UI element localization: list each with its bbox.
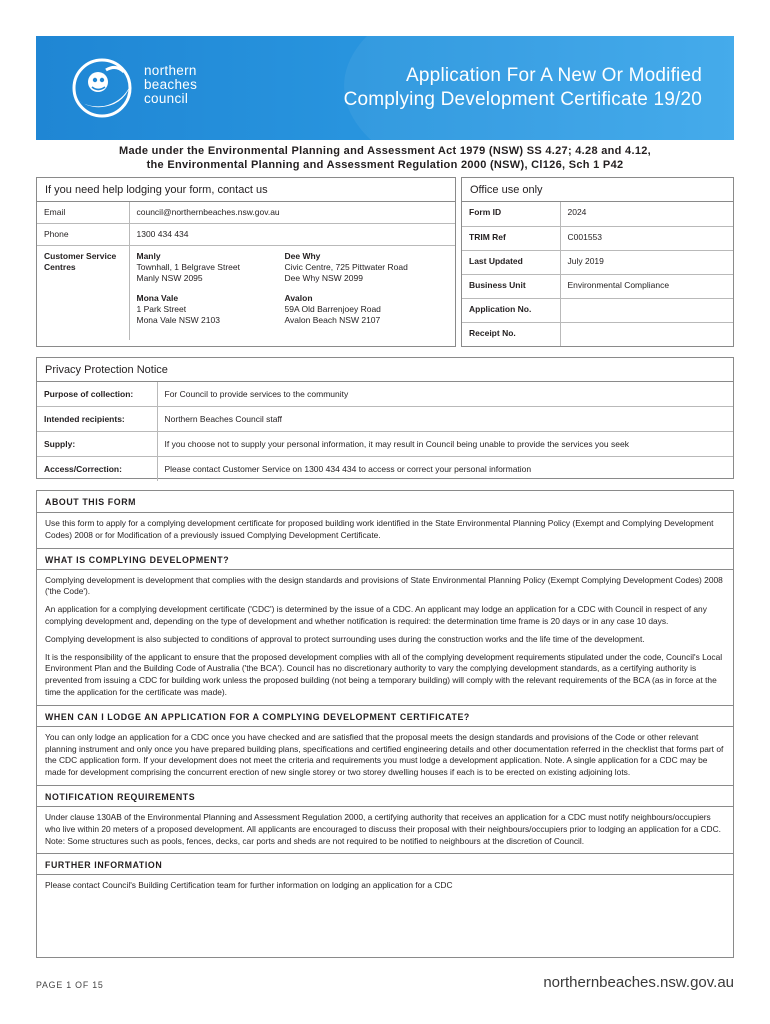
office-table bbox=[462, 202, 733, 346]
help-heading: If you need help lodging your form, contact us bbox=[37, 178, 455, 202]
header-banner bbox=[36, 36, 734, 140]
recipients-value: Northern Beaches Council staff bbox=[157, 407, 733, 432]
recipients-label: Intended recipients: bbox=[37, 407, 157, 432]
table-row bbox=[37, 246, 455, 340]
further-body bbox=[37, 875, 733, 898]
page-number: PAGE 1 OF 15 bbox=[36, 980, 104, 990]
paragraph: Under clause 130AB of the Environmental Planning and Assessment Regulation 2000, a certifying authority that receives an application for a CDC must notify neighbours/occupiers who live within 20 meters of a proposed development. All applicants are encouraged to discuss their proposal with their neighbours/occupiers prior to lodging an application for a CDC. bbox=[45, 811, 721, 834]
office-heading: Office use only bbox=[462, 178, 733, 202]
service-centres-label: Customer Service Centres bbox=[37, 246, 129, 340]
paragraph: An application for a complying development certificate ('CDC') is determined by the issue of a CDC. An applicant may lodge an application for a CDC with Council in respect of any complying development and, depending on the type of development and whether notification is required: the determination time frame is 20 days or in any case 10 days. bbox=[45, 604, 707, 626]
centre-name: Avalon bbox=[284, 293, 313, 303]
office-use-box bbox=[461, 177, 734, 347]
when-heading: WHEN CAN I LODGE AN APPLICATION FOR A COMPLYING DEVELOPMENT CERTIFICATE? bbox=[37, 705, 733, 727]
centre-address: 59A Old Barrenjoey Road bbox=[284, 304, 381, 314]
centre-suburb: Mona Vale NSW 2103 bbox=[136, 315, 220, 325]
access-value: Please contact Customer Service on 1300 434 434 to access or correct your personal information bbox=[157, 457, 733, 482]
centre-manly bbox=[137, 251, 277, 284]
centre-dee-why bbox=[285, 251, 425, 284]
trim-ref-label: TRIM Ref bbox=[462, 226, 560, 250]
notification-body bbox=[37, 807, 733, 853]
form-title-line2: Complying Development Certificate 19/20 bbox=[343, 89, 702, 110]
paragraph: Use this form to apply for a complying development certificate for proposed building work identified in the State Environmental Planning Policy (Exempt and Complying Development Codes) 2008 or for Modification of a previously issued Complying Development Certificate. bbox=[45, 518, 714, 540]
table-row bbox=[462, 298, 733, 322]
supply-label: Supply: bbox=[37, 432, 157, 457]
privacy-table bbox=[37, 382, 733, 481]
centre-address: Civic Centre, 725 Pittwater Road bbox=[284, 262, 408, 272]
about-body bbox=[37, 513, 733, 548]
table-row bbox=[37, 202, 455, 224]
table-row bbox=[462, 274, 733, 298]
table-row bbox=[462, 202, 733, 226]
form-title-line1: Application For A New Or Modified bbox=[406, 65, 702, 86]
supply-value: If you choose not to supply your personal information, it may result in Council being unable to provide the services you seek bbox=[157, 432, 733, 457]
table-row bbox=[37, 457, 733, 482]
purpose-value: For Council to provide services to the community bbox=[164, 389, 349, 399]
service-centres bbox=[129, 246, 455, 340]
further-heading: FURTHER INFORMATION bbox=[37, 853, 733, 875]
paragraph: Complying development is development that complies with the design standards and provisions of State Environmental Planning Policy (Exempt Complying Development Codes) 2008 ('the Code'). bbox=[45, 574, 723, 597]
centre-name: Dee Why bbox=[284, 251, 321, 261]
form-id-value: 2024 bbox=[567, 207, 587, 217]
centre-address: 1 Park Street bbox=[136, 304, 187, 314]
privacy-heading: Privacy Protection Notice bbox=[37, 358, 733, 382]
paragraph: You can only lodge an application for a CDC once you have checked and are satisfied that the proposal meets the design standards and provisions of the Code or other relevant planning instrument and only once you have prepared building plans, specifications and certified engineering details and other documentation referred in the checklist that forms part of the CDC application form. If your development does not meet the criteria and requirements you must lodge a development application. Note. A single application for a CDC may be made for development comprising the concurrent erection of new single storey or two storey dwelling houses if each is to be erected on existing adjoining lots. bbox=[45, 731, 724, 778]
application-no-field[interactable] bbox=[560, 298, 733, 322]
notification-heading: NOTIFICATION REQUIREMENTS bbox=[37, 785, 733, 807]
table-row bbox=[37, 407, 733, 432]
email-value[interactable]: council@northernbeaches.nsw.gov.au bbox=[136, 207, 280, 217]
centre-name: Mona Vale bbox=[136, 293, 179, 303]
last-updated-label: Last Updated bbox=[462, 250, 560, 274]
logo-line: council bbox=[144, 91, 189, 106]
phone-label: Phone bbox=[37, 224, 129, 246]
receipt-no-label: Receipt No. bbox=[462, 322, 560, 346]
paragraph: Complying development is also subjected to conditions of approval to protect surrounding uses during the construction works and the life time of the development. bbox=[45, 633, 645, 644]
help-table bbox=[37, 202, 455, 340]
when-body bbox=[37, 727, 733, 785]
website-link[interactable]: northernbeaches.nsw.gov.au bbox=[543, 974, 734, 991]
last-updated-value: July 2019 bbox=[560, 250, 733, 274]
access-label: Access/Correction: bbox=[37, 457, 157, 482]
centre-name: Manly bbox=[136, 251, 161, 261]
centre-avalon bbox=[285, 293, 425, 326]
trim-ref-value: C001553 bbox=[560, 226, 733, 250]
about-heading: ABOUT THIS FORM bbox=[37, 491, 733, 513]
centre-suburb: Manly NSW 2095 bbox=[136, 273, 203, 283]
privacy-notice-box bbox=[36, 357, 734, 479]
table-row bbox=[462, 226, 733, 250]
table-row bbox=[462, 250, 733, 274]
phone-value[interactable]: 1300 434 434 bbox=[129, 224, 455, 246]
business-unit-value: Environmental Compliance bbox=[560, 274, 733, 298]
what-body bbox=[37, 570, 733, 705]
council-logo-text bbox=[144, 64, 197, 106]
legislation-subtitle bbox=[36, 144, 734, 172]
table-row bbox=[37, 432, 733, 457]
paragraph: Note: Some structures such as pools, fences, decks, car ports and sheds are not required to be notified to neighbours at the discretion of Council. bbox=[45, 835, 585, 846]
email-label: Email bbox=[37, 202, 129, 224]
information-box bbox=[36, 490, 734, 958]
application-no-label: Application No. bbox=[462, 298, 560, 322]
logo-line: northern bbox=[144, 63, 197, 78]
table-row bbox=[37, 224, 455, 246]
centre-address: Townhall, 1 Belgrave Street bbox=[136, 262, 240, 272]
centre-mona-vale bbox=[137, 293, 277, 326]
paragraph: Please contact Council's Building Certification team for further information on lodging an application for a CDC bbox=[45, 880, 453, 891]
table-row bbox=[462, 322, 733, 346]
paragraph: It is the responsibility of the applicant to ensure that the proposed development complies with all of the complying development requirements stipulated under the code, Council's Local Environment Plan and the Building Code of Australia ('the BCA'). Council has no discretionary authority to vary the complying development standards, as a certifying authority is prevented from issuing a CDC for building work unless the proposed building (not being a temporary building) will comply with the relevant requirements of the BCA (as in force at the time the application for the certificate was made). bbox=[45, 651, 723, 697]
table-row bbox=[37, 382, 733, 407]
what-heading: WHAT IS COMPLYING DEVELOPMENT? bbox=[37, 548, 733, 570]
help-contact-box bbox=[36, 177, 456, 347]
centre-suburb: Avalon Beach NSW 2107 bbox=[284, 315, 381, 325]
subtitle-line1: Made under the Environmental Planning and Assessment Act 1979 (NSW) SS 4.27; 4.28 and 4.12, bbox=[118, 145, 652, 157]
form-title bbox=[344, 64, 702, 112]
council-logo-icon bbox=[68, 56, 138, 120]
receipt-no-field[interactable] bbox=[560, 322, 733, 346]
form-id-label: Form ID bbox=[462, 202, 560, 226]
subtitle-line2: the Environmental Planning and Assessment Regulation 2000 (NSW), Cl126, Sch 1 P42 bbox=[146, 159, 624, 171]
purpose-label: Purpose of collection: bbox=[37, 382, 157, 407]
business-unit-label: Business Unit bbox=[462, 274, 560, 298]
logo-line: beaches bbox=[144, 77, 198, 92]
centre-suburb: Dee Why NSW 2099 bbox=[284, 273, 363, 283]
